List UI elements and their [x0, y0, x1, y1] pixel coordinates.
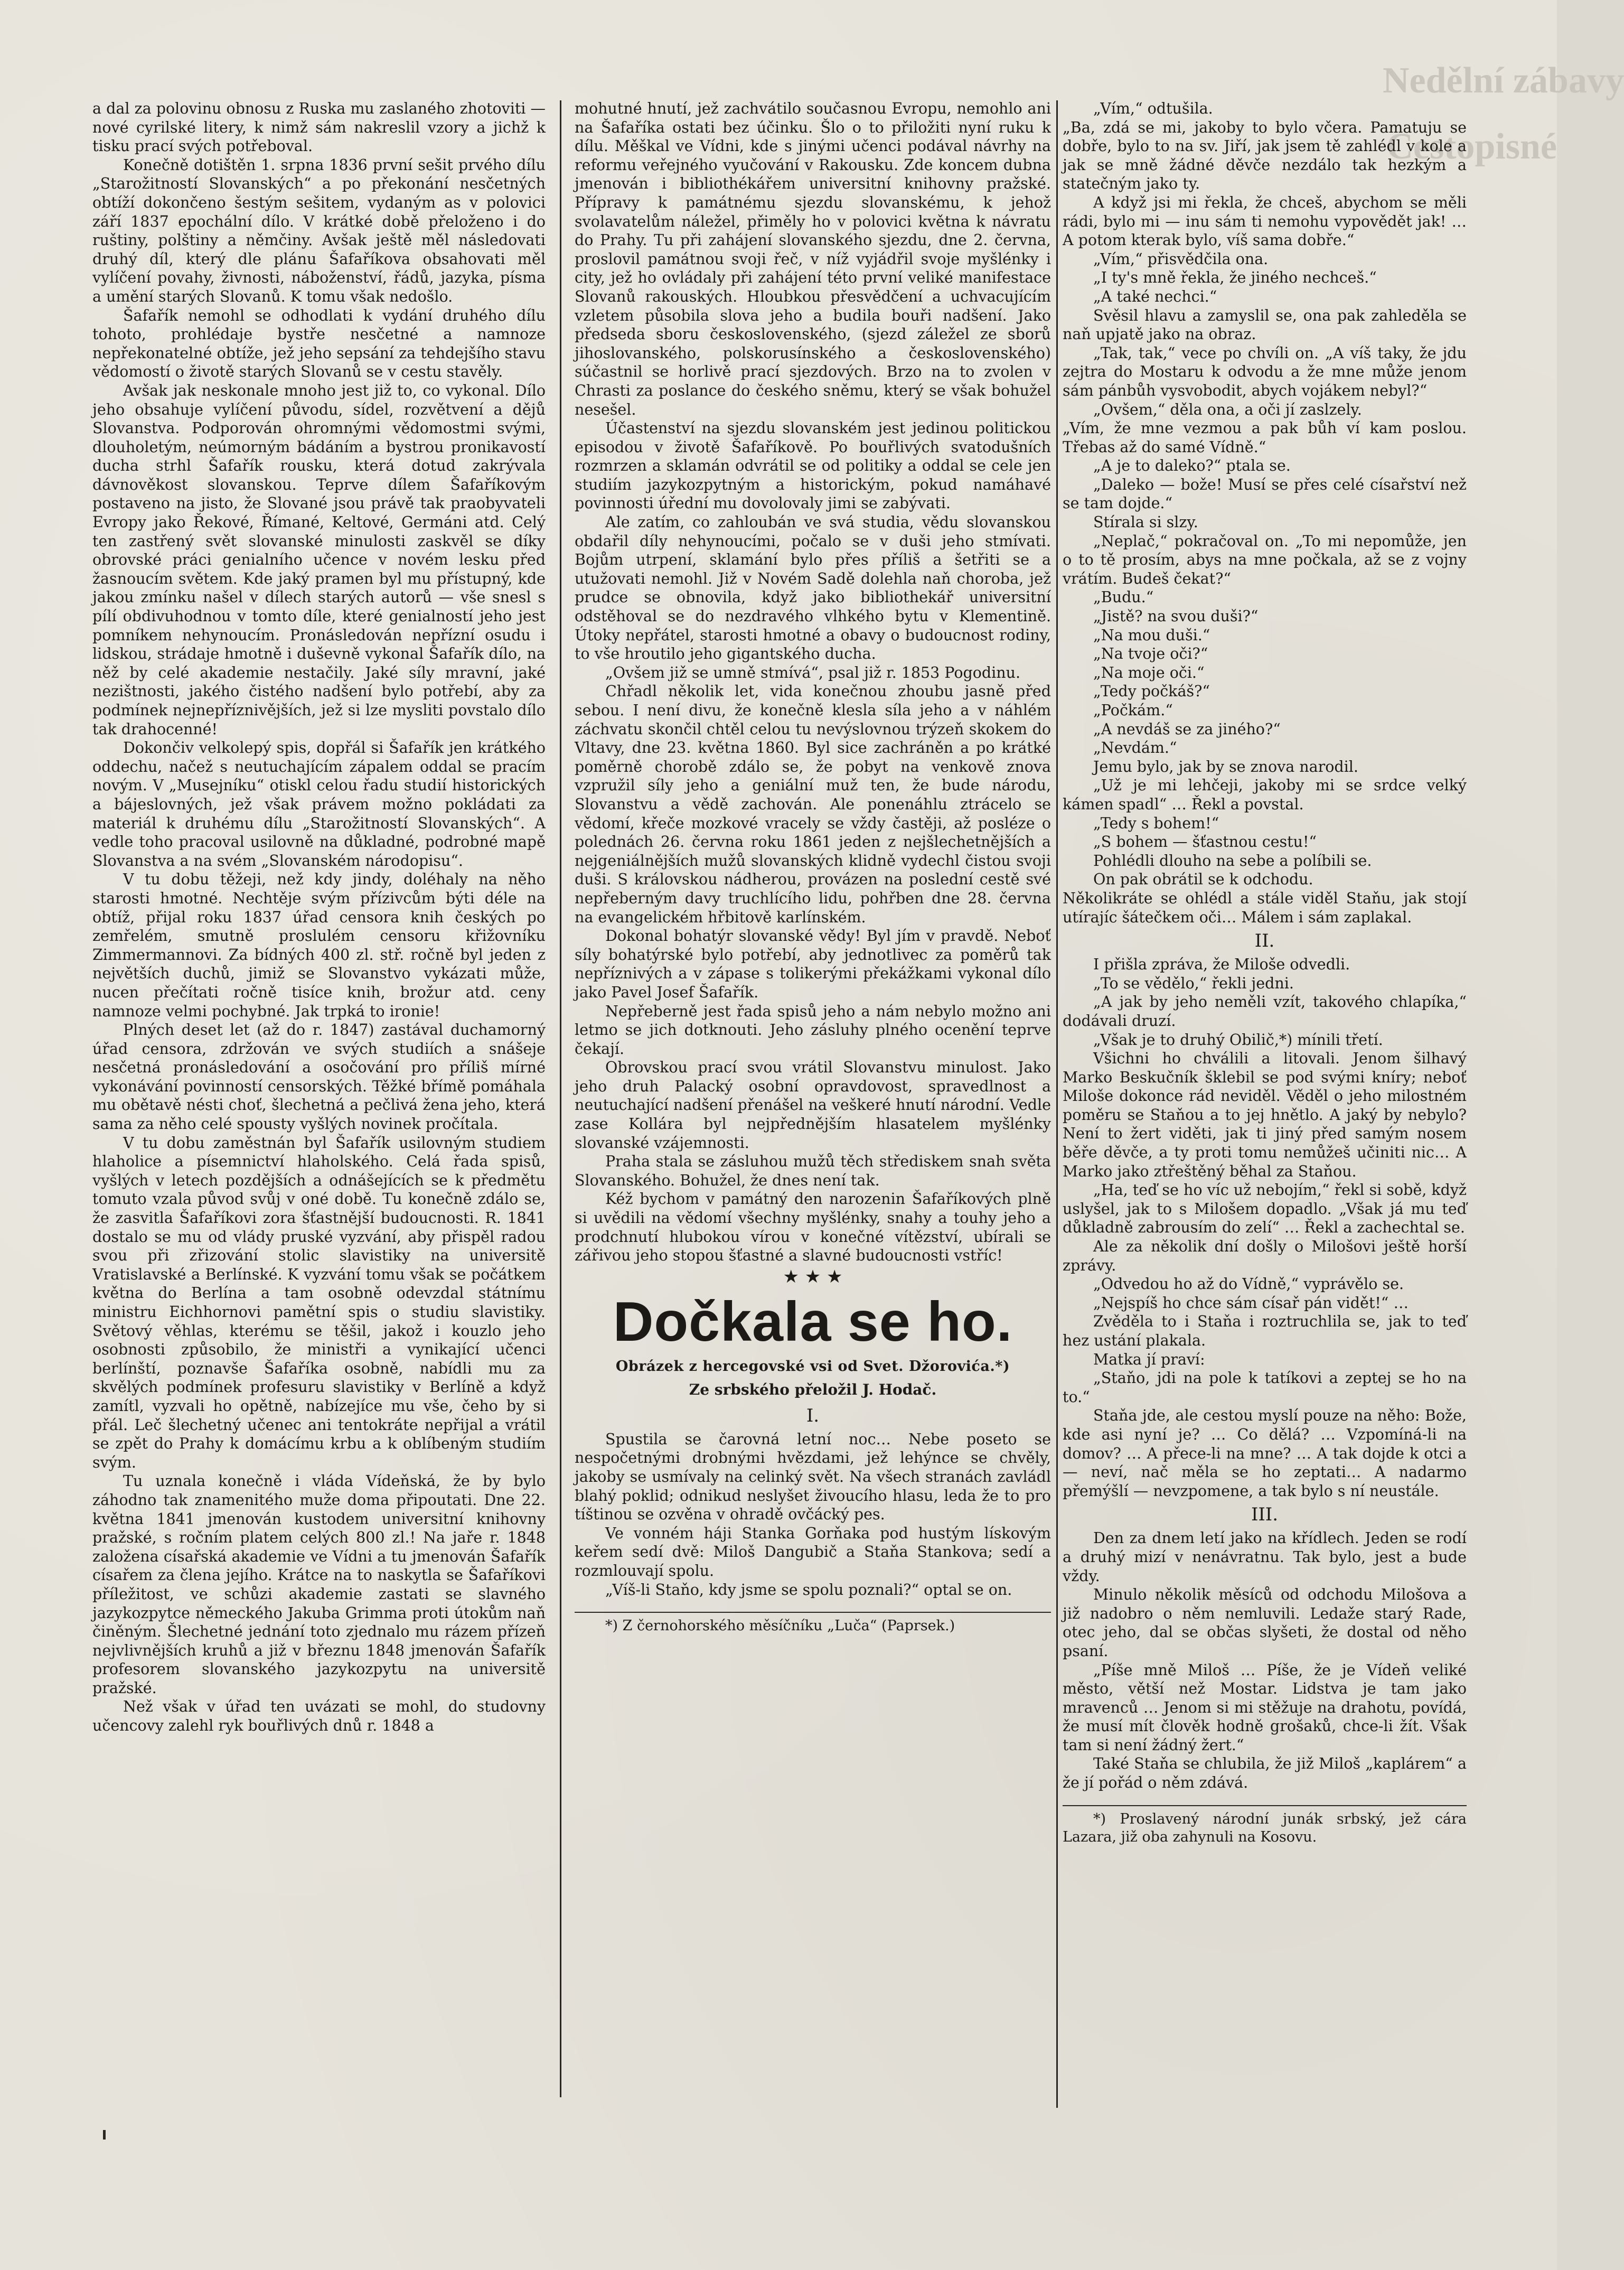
paragraph: „Však je to druhý Obilič,*) mínili třetí.: [1093, 1031, 1383, 1049]
paragraph: Než však v úřad ten uvázati se mohl, do studovny učencovy zalehl ryk bouřlivých dnů r. 1848 a: [92, 1698, 546, 1735]
paragraph: Den za dnem letí jako na křídlech. Jeden se rodí a druhý mizí v nenávratnu. Tak bylo, jest a bude vždy.: [1063, 1529, 1467, 1585]
column-1: [92, 99, 546, 2133]
paragraph: mohutné hnutí, jež zachvátilo současnou Evropu, nemohlo ani na Šafaříka ostati bez účinku. Šlo o to přiložiti nyní ruku k dílu. Měškal ve Vídni, kde s jinými učenci podával návrhy na reformu veřejného vyučování v Rakousku. Zde koncem dubna jmenován i bibliothékářem universitní knihovny pražské. Přípravy k památnému sjezdu slovanskému, k jehož svolavatelům náležel, přiměly ho v polovici května k návratu do Prahy. Tu při zahájení slovanského sjezdu, dne 2. června, proslovil památnou svoji řeč, v níž vyjádřil svoje myšlénky i city, jež ho ovládaly při zahájení této první veliké manifestace Slovanů rakouských. Hloubkou přesvědčení a uchvacujícím vzletem působila slova jeho a budila bouři nadšení. Jako předseda sboru československého, (sjezd záležel ze sborů jihoslovanského, polskorusínského a československého) súčastnil se horlivě prací sjezdových. Brzo na to zvolen v Chrasti za poslance do českého sněmu, který se však bohužel nesešel.: [575, 100, 1051, 418]
paragraph: „Odvedou ho až do Vídně,“ vyprávělo se.: [1093, 1275, 1404, 1293]
paragraph: „Víš-li Staňo, kdy jsme se spolu poznali?“ optal se on.: [605, 1581, 1012, 1599]
footnote: *) Proslavený národní junák srbský, jež cára Lazara, již oba zahynuli na Kosovu.: [1063, 1810, 1467, 1845]
paragraph: „Tedy počkáš?“: [1093, 683, 1210, 700]
paragraph: Staňa jde, ale cestou myslí pouze na něho: Bože, kde asi nyní je? … Co dělá? … Vzpomíná-li na domov? … A přece-li na mne? … A tak dojde k otci a — neví, nač měla se ho zeptati… A nadarmo přemýšlí — nevzpomene, a tak bylo s ní neustále.: [1063, 1407, 1467, 1500]
paragraph: Nepřeberně jest řada spisů jeho a nám nebylo možno ani letmo se jich dotknouti. Jeho zásluhy plného ocenění teprve čekají.: [575, 1002, 1051, 1058]
paragraph: „Tedy s bohem!“: [1093, 814, 1219, 832]
paragraph: V tu dobu zaměstnán byl Šafařík usilovným studiem hlaholice a písemnictví hlaholského. Celá řada spisů, vyšlých v letech pozdějších a odnášejících se k předmětu tomuto vzala původ svůj v oné době. Tu konečně zdálo se, že zasvitla Šafaříkovi zora šťastnější budoucnosti. R. 1841 dostalo se mu od vlády pruské vyzvání, aby přispěl radou svou při zřizování stolic slavistiky na universitě Vratislavské a Berlínské. K vyzvání tomu však se počátkem května do Berlína a tam osobně odevzdal státnímu ministru Eichhornovi pamětní spis o studiu slavistiky. Světový věhlas, kterému se těšil, jakož i kouzlo jeho osobnosti způsobilo, že ministři a vynikající učenci berlínští, poznavše Šafaříka osobně, nabídli mu za skvělých podmínek profesuru slavistiky v Berlíně a když zamítl, vyzvali ho opětně, nabízejíce mu vše, čeho by si přál. Leč šlechetný učenec ani tentokráte nepřijal a vrátil se zpět do Prahy k domácímu krbu a k oblíbeným studiím svým.: [92, 1134, 546, 1471]
paragraph: „A nevdáš se za jiného?“: [1093, 720, 1281, 738]
paragraph: „Jistě? na svou duši?“: [1093, 608, 1259, 625]
paragraph: Konečně dotištěn 1. srpna 1836 první sešit prvého dílu „Starožitností Slovanských“ a po překonání nesčetných obtíží dokončeno šestým sešitem, vydaným as v polovici září 1837 epochální dílo. V krátké době přeloženo i do ruštiny, polštiny a němčiny. Avšak ještě měl následovati druhý díl, který dle plánu Šafaříkova obsahovati měl vylíčení povahy, živnosti, náboženství, řádů, jazyka, písma a umění starých Slovanů. K tomu však nedošlo.: [92, 156, 546, 305]
paragraph: V tu dobu těžeji, než kdy jindy, doléhaly na něho starosti hmotné. Nechtěje svým přízivcům býti déle na obtíž, přijal roku 1837 úřad censora knih českých po zemřelém, smutně proslulém censoru křižovníku Zimmermannovi. Za bídných 400 zl. stř. ročně byl jeden z největších duchů, jimiž se Slovanstvo vykázati může, nucen přečítati ročně tisíce knih, brožur atd. ceny namnoze velmi pochybné. Jak trpká to ironie!: [92, 871, 546, 1020]
section-separator: ★ ★ ★: [783, 1266, 843, 1287]
paragraph: Ale za několik dní došly o Milošovi ještě horší zprávy.: [1063, 1238, 1467, 1274]
paragraph: Chřadl několik let, vida konečnou zhoubu jasně před sebou. I není divu, že konečně klesla síla jeho a v náhlém záchvatu skončil chtěl celou tu nevýslovnou trýzeň skokem do Vltavy, dne 23. května 1860. Byl sice zachráněn a po krátké poměrně chorobě zdálo se, že pobyt na venkově znova vzpružil síly jeho a geniální muž ten, že bude národu, Slovanstvu a vědě zachován. Ale ponenáhlu ztrácelo se vědomí, křeče mozkové vracely se vždy častěji, až posléze o polednách 26. června roku 1861 jeden z nejšlechetnějších a nejgeniálnějších mužů slovanských klidně vydechl čistou svoji duši. S královskou nádherou, provázen na poslední cestě své nepřeberným davy truchlícího lidu, pohřben dne 28. června na evangelickém hřbitově karlínském.: [575, 683, 1051, 926]
paragraph: „Ovšem již se umně stmívá“, psal již r. 1853 Pogodinu.: [605, 664, 1021, 681]
paragraph: „Na moje oči.“: [1093, 664, 1205, 681]
paragraph: Ve vonném háji Stanka Gorňaka pod hustým lískovým keřem sedí dvě: Miloš Dangubič a Staňa Stankova; sedí a rozmlouvají spolu.: [575, 1524, 1051, 1580]
paragraph: Jemu bylo, jak by se znova narodil.: [1093, 758, 1358, 776]
paragraph: „A také nechci.“: [1093, 287, 1217, 305]
paragraph: On pak obrátil se k odchodu.: [1093, 871, 1313, 889]
paragraph: Matka jí praví:: [1093, 1350, 1205, 1368]
crop-mark: [103, 2130, 106, 2140]
paragraph: „Na tvoje oči?“: [1093, 645, 1208, 663]
paragraph: Svěsil hlavu a zamyslil se, ona pak zahleděla se naň upjatě jako na obraz.: [1063, 306, 1467, 343]
footnote: *) Z černohorského měsíčníku „Luča“ (Paprsek.): [605, 1618, 955, 1634]
paragraph: „I ty's mně řekla, že jiného nechceš.“: [1093, 269, 1377, 287]
paragraph: „Na mou duši.“: [1093, 626, 1210, 644]
footnote-rule: [1063, 1805, 1467, 1806]
column-3: [1063, 99, 1467, 2065]
paragraph: „Budu.“: [1093, 588, 1154, 606]
paragraph: Minulo několik měsíců od odchodu Milošova a již nadobro o něm nemluvili. Ledaže starý Rade, otec jeho, dal se občas slyšeti, že dostal od něho psaní.: [1063, 1586, 1467, 1660]
paragraph: Dokončiv velkolepý spis, dopřál si Šafařík jen krátkého oddechu, načež s neutuchajícím zápalem oddal se pracím novým. V „Musejníku“ otiskl celou řadu studií historických a bájeslovných, jež však právem možno pokládati za materiál k druhému dílu „Starožitností Slovanských“. A vedle toho pracoval usilovně na důkladné, podrobné mapě Slovanstva a na svém „Slovanském národopisu“.: [92, 739, 546, 870]
paragraph: „A jak by jeho neměli vzít, takového chlapíka,“ dodávali druzí.: [1063, 993, 1467, 1030]
story-translator: Ze srbského přeložil J. Hodač.: [689, 1380, 937, 1398]
paragraph: „Počkám.“: [1093, 702, 1173, 719]
paragraph: Spustila se čarovná letní noc… Nebe poseto se nespočetnými drobnými hvězdami, jež lehýnce se chvěly, jakoby se usmívaly na celinký svět. Na všech stranách zavládl blahý poklid; odnikud neslyšet živoucího hlasu, leda že to pro tíštinou se ozvěna v ohradě ovčácký pes.: [575, 1430, 1051, 1524]
paragraph: A když jsi mi řekla, že chceš, abychom se měli rádi, bylo mi — inu sám ti nemohu vypovědět jak! … A potom kterak bylo, víš sama dobře.“: [1063, 193, 1467, 249]
paragraph: I přišla zpráva, že Miloše odvedli.: [1093, 956, 1350, 974]
paragraph: Zvěděla to i Staňa i roztruchlila se, jak to teď hez ustání plakala.: [1063, 1313, 1467, 1349]
paragraph: Účastenství na sjezdu slovanském jest jedinou politickou episodou v životě Šafaříkově. Po bouřlivých svatodušních rozmrzen a sklamán odvrátil se od politiky a oddal se cele jen studiím jazykozpytným a historickým, pokud namáhavé povinnosti úřední mu dovolovaly jimi se zabývati.: [575, 419, 1051, 512]
paragraph: „Ha, teď se ho víc už nebojím,“ řekl si sobě, když uslyšel, jak to s Milošem dopadlo. „Však já mu teď důkladně zabrousím do zelí“ … Řekl a zachechtal se.: [1063, 1181, 1467, 1237]
paragraph: Všichni ho chválili a litovali. Jenom šilhavý Marko Beskučník šklebil se pod svými kníry; neboť Miloše dokonce rád neviděl. Věděl o jeho milostném poměru se Staňou a to jej hnětlo. A jaký by nebylo? Není to žert viděti, jak ti jiný před samým nosem běře děvče, a ty proti tomu nemůžeš učiniti nic… A Marko jako ztřeštěný běhal za Staňou.: [1063, 1050, 1467, 1180]
paragraph: Tu uznala konečně i vláda Vídeňská, že by bylo záhodno tak znamenitého muže doma připoutati. Dne 22. května 1841 jmenován kustodem universitní knihovny pražské, s ročním platem celých 800 zl.! Na jaře r. 1848 založena císařská akademie ve Vídni a tu jmenován Šafařík císařem za člena jejího. Krátce na to naskytla se Šafaříkovi příležitost, ve schůzi akademie zastati se slavného jazykozpytce německého Jakuba Grimma proti útokům naň činěným. Šlechetné jednání toto zjednalo mu rázem přízeň nejvlivnějších kruhů a již v březnu 1848 jmenován Šafařík profesorem slovanského jazykozpytu na universitě pražské.: [92, 1472, 546, 1697]
paragraph: Pohlédli dlouho na sebe a políbili se.: [1093, 852, 1372, 870]
paragraph: „S bohem — šťastnou cestu!“: [1093, 833, 1317, 851]
chapter-number: II.: [1254, 930, 1275, 952]
paragraph: „Vím, že mne vezmou a pak bůh ví kam poslou. Třebas až do samé Vídně.“: [1063, 419, 1467, 456]
paragraph: „Nevdám.“: [1093, 739, 1177, 757]
column-2: [575, 99, 1051, 2065]
paragraph: „Už je mi lehčeji, jakoby mi se srdce velký kámen spadl“ … Řekl a povstal.: [1063, 777, 1467, 813]
chapter-number: I.: [806, 1405, 820, 1426]
paragraph: Šafařík nemohl se odhodlati k vydání druhého dílu tohoto, prohlédaje bystře nesčetné a namnoze nepřekonatelné obtíže, jež jeho sepsání za tehdejšího stavu vědomostí o životě starých Slovanů se v cestu stavěly.: [92, 306, 546, 381]
bleed-line: Cestopisné: [1386, 126, 1557, 167]
paragraph: Stírala si slzy.: [1093, 513, 1198, 531]
paragraph: Několikráte se ohlédl a stále viděl Staňu, jak stojí utírajíc šátečkem oči… Málem i sám zaplakal.: [1063, 889, 1467, 926]
paragraph: Dokonal bohatýr slovanské vědy! Byl jím v pravdě. Neboť síly bohatýrské bylo potřebí, aby jednotlivec za poměrů tak nepříznivých a v zápase s tolikerými překážkami vykonal dílo jako Pavel Josef Šafařík.: [575, 927, 1051, 1001]
paragraph: Avšak jak neskonale mnoho jest již to, co vykonal. Dílo jeho obsahuje vylíčení původu, sídel, rozvětvení a dějů Slovanstva. Podporován ohromnými vědomostmi svými, dlouholetým, neúmorným bádáním a bystrou pronikavostí ducha strhl Šafařík rousku, která dotud zakrývala dávnověkost slovanskou. Teprve dílem Šafaříkovým postaveno na jisto, že Slované jsou právě tak praobyvateli Evropy jako Řekové, Římané, Keltové, Germáni atd. Celý ten zastřený svět slovanské minulosti zaskvěl se díky obrovské práci genialního učence v novém lesku před žasnoucím světem. Kde jaký pramen byl mu přístupný, kde jakou zmínku našel v dílech starých autorů — vše snesl s pílí obdivuhodnou v tomto díle, které genialností jeho jest pomníkem nehynoucím. Pronásledován nepřízní osudu i lidskou, strádaje hmotně i duševně vykonal Šafařík dílo, na něž by celé akademie nestačily. Jaké síly mravní, jaké nezištnosti, jakého čistého nadšení bylo potřebí, aby za podmínek nejnepříznivějších, jež si lze mysliti povstalo dílo tak drahocenné!: [92, 381, 546, 738]
paragraph: Kéž bychom v památný den narozenin Šafaříkových plně si uvědili na vědomí všechny myšlénky, snahy a touhy jeho a prodchnutí hlubokou vírou v konečné vítězství, ubírali se zářivou jeho stopou šťastné a slavné budoucnosti vstříc!: [575, 1190, 1051, 1265]
paragraph: Ale zatím, co zahloubán ve svá studia, vědu slovanskou obdařil díly nehynoucími, počalo se v duši jeho stmívati. Bojům utrpení, sklamání bylo přes příliš a šetřiti se a utužovati nemohl. Již v Novém Sadě dolehla naň choroba, jež prudce se obnovila, když jako bibliothekář universitní odstěhoval se do nezdravého vlhkého bytu v Klementině. Útoky nepřátel, starosti hmotné a obavy o budoucnost rodiny, to vše hroutilo jeho gigantského ducha.: [575, 513, 1051, 663]
paragraph: Plných deset let (až do r. 1847) zastával duchamorný úřad censora, zdržován ve svých studiích a snášeje nesčetná pronásledování a osočování pro příliš mírné vykonávání povinností censorských. Těžké břímě pomáhala mu obětavě nésti choť, šlechetná a pečlivá žena jeho, která sama za něho celé spousty vyšlých novinek pročítala.: [92, 1021, 546, 1133]
paragraph: „Neplač,“ pokračoval on. „To mi nepomůže, jen o to tě prosím, abys na mne počkala, až se z vojny vrátím. Budeš čekat?“: [1063, 532, 1467, 587]
paragraph: „A je to daleko?“ ptala se.: [1093, 457, 1291, 475]
paragraph: „Tak, tak,“ vece po chvíli on. „A víš taky, že jdu zejtra do Mostaru k odvodu a že mne může jenom sám pánbůh vysvobodit, abych vojákem nebyl?“: [1063, 344, 1467, 399]
story-subtitle: Obrázek z hercegovské vsi od Svet. Džorovića.*): [615, 1358, 1010, 1375]
paragraph: „Vím,“ přisvědčila ona.: [1093, 250, 1269, 268]
paragraph: Obrovskou prací svou vrátil Slovanstvu minulost. Jako jeho druh Palacký osobní opravdovost, spravedlnost a neutuchající nadšení přenášel na veškeré hnutí národní. Vedle zase Kollára byl nejpřednějším hlasatelem myšlénky slovanské vzájemnosti.: [575, 1059, 1051, 1152]
paragraph: „Daleko — bože! Musí se přes celé císařství než se tam dojde.“: [1063, 475, 1467, 512]
paragraph: „Vím,“ odtušila.: [1093, 100, 1213, 117]
paragraph: a dal za polovinu obnosu z Ruska mu zaslaného zhotoviti — nové cyrilské litery, k nimž sám nakreslil vzory a jichž k tisku prací svých potřeboval.: [92, 100, 546, 155]
paragraph: „Staňo, jdi na pole k tatíkovi a zeptej se ho na to.“: [1063, 1369, 1467, 1406]
crop-marks: [92, 2129, 116, 2140]
paragraph: „Píše mně Miloš … Píše, že je Vídeň veliké město, větší než Mostar. Lidstva je tam jako mravenců … Jenom si mi stěžuje na drahotu, povídá, že musí mít člověk hodně grošaků, chce-li žít. Však tam si není žádný žert.“: [1063, 1661, 1467, 1754]
column-rule-right: [1056, 100, 1058, 2108]
paragraph: „To se vědělo,“ řekli jedni.: [1093, 974, 1294, 992]
bleed-line: Nedělní zábavy: [1383, 60, 1624, 101]
paragraph: „Nejspíš ho chce sám císař pán vidět!“ …: [1093, 1294, 1409, 1312]
paragraph: Také Staňa se chlubila, že již Miloš „kaplárem“ a že jí pořád o něm zdává.: [1063, 1755, 1467, 1792]
paragraph: „Ba, zdá se mi, jakoby to bylo včera. Pamatuju se dobře, bylo to na sv. Jiří, jak jsem tě zahlédl v kole a jak se mně žádné děvče nezdálo tak hezkým a statečným jako ty.: [1063, 118, 1467, 193]
paragraph: Praha stala se zásluhou mužů těch střediskem snah světa Slovanského. Bohužel, že dnes není tak.: [575, 1153, 1051, 1189]
paragraph: „Ovšem,“ děla ona, a oči jí zaslzely.: [1093, 400, 1362, 418]
chapter-number: III.: [1251, 1504, 1279, 1526]
story-title: Dočkala se ho.: [613, 1290, 1013, 1353]
footnote-rule: [575, 1612, 1051, 1613]
column-rule-left: [560, 100, 561, 2097]
